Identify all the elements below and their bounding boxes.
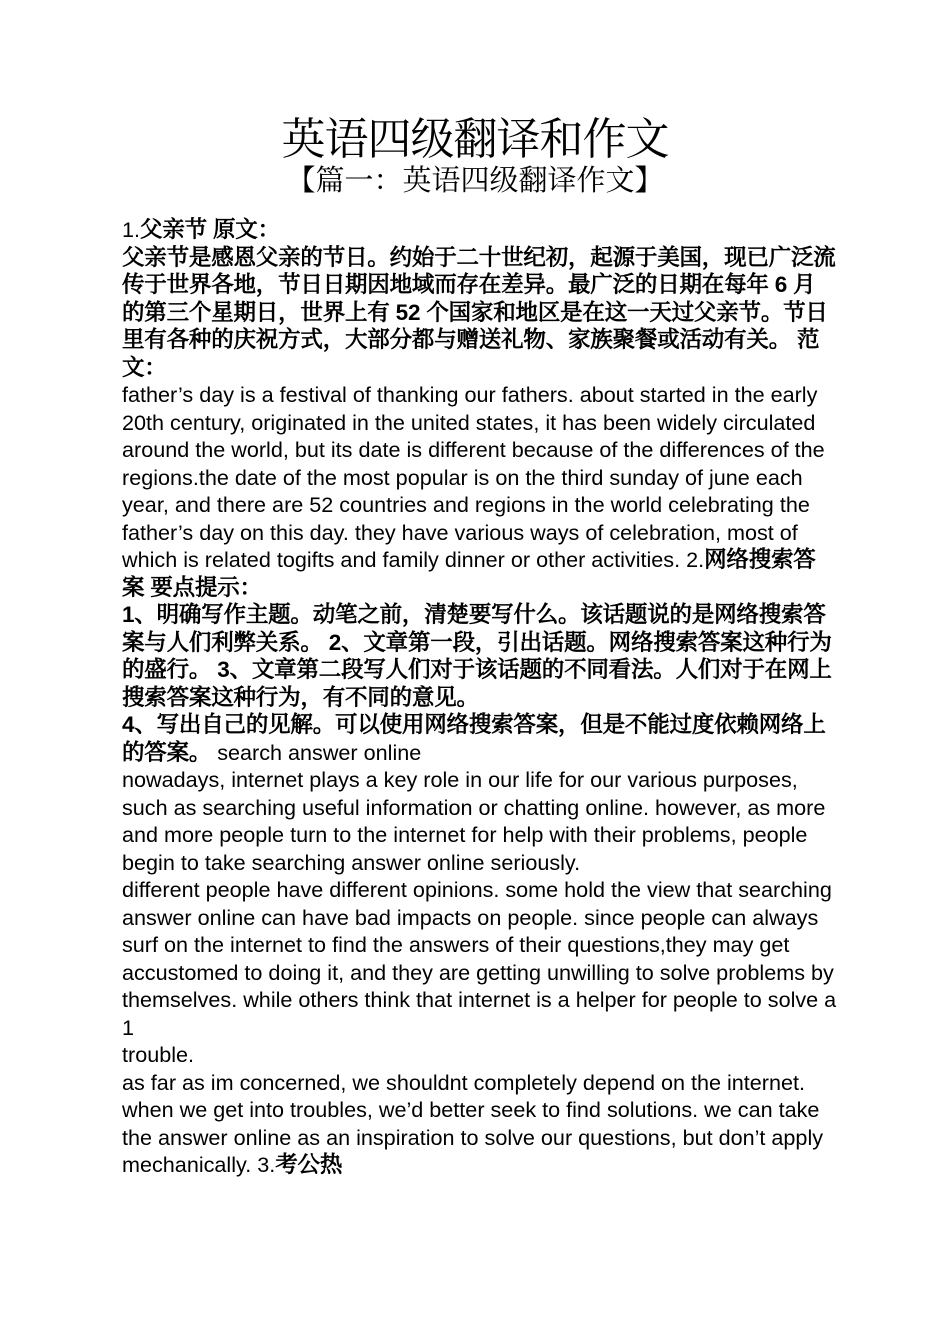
essay-paragraph-3	[115, 1069, 837, 1179]
document-subtitle: 【篇一：英语四级翻译作文】	[286, 165, 664, 197]
section-1-heading	[115, 216, 837, 244]
essay-title: search answer online	[217, 739, 422, 765]
essay-paragraph-2-continued: trouble.	[122, 1042, 195, 1067]
section-2-point-4-text: 4、写出自己的见解。可以使用网络搜索答案，但是不能过度依赖网络上的答案。	[122, 712, 826, 765]
section-2-points-1-3: 1、明确写作主题。动笔之前，清楚要写什么。该话题说的是网络搜索答案与人们利弊关系。 2、文章第一段，引出话题。网络搜索答案这种行为的盛行。 3、文章第二段写人们对于该话题的不同看法。人们对于在网上搜索答案这种行为，有不同的意见。	[122, 602, 832, 710]
section-1-english-body: father’s day is a festival of thanking our fathers. about started in the early 20th century, originated in the united states, it has been widely circulated around the world, but its date is different because of the differences of the regions.the date of the most popular is on the third sunday of june each year, and there are 52 countries and regions in the world celebrating the father’s day on this day. they have various ways of celebration, most of which is related togifts and family dinner or other activities. 2.	[122, 382, 825, 572]
essay-paragraph-1: nowadays, internet plays a key role in our life for our various purposes, such as searching useful information or chatting online. however, as more and more people turn to the internet for help with their problems, people begin to take searching answer online seriously.	[122, 767, 826, 875]
document-title: 英语四级翻译和作文	[281, 115, 669, 164]
section-1-title: 父亲节 原文：	[140, 217, 280, 242]
essay-paragraph-2: different people have different opinions. some hold the view that searching answer online can have bad impacts on people. since people can always surf on the internet to find the answers of their questions,they may get accustomed to doing it, and they are getting unwilling to solve problems by themselves. while others think that internet is a helper for people to solve a 1	[122, 877, 837, 1040]
section-2-point-4	[115, 711, 837, 766]
section-1-chinese-text: 父亲节是感恩父亲的节日。约始于二十世纪初，起源于美国，现已广泛流传于世界各地，节日日期因地域而存在差异。最广泛的日期在每年 6 月的第三个星期日，世界上有 52 个国家和地区是在这一天过父亲节。节日里有各种的庆祝方式，大部分都与赠送礼物、家族聚餐或活动有关。 范文：	[122, 244, 836, 380]
document-body	[115, 216, 837, 1179]
section-1-number: 1.	[122, 217, 141, 242]
essay-paragraph-3-text: as far as im concerned, we shouldnt completely depend on the internet. when we get into troubles, we’d better seek to find solutions. we can take the answer online as an inspiration to solve our questions, but don’t apply mechanically. 3.	[122, 1069, 824, 1177]
section-2-title: 网络搜索答案 要点提示：	[122, 547, 816, 600]
section-3-title: 考公热	[275, 1152, 343, 1177]
section-1-english-text	[115, 381, 837, 601]
